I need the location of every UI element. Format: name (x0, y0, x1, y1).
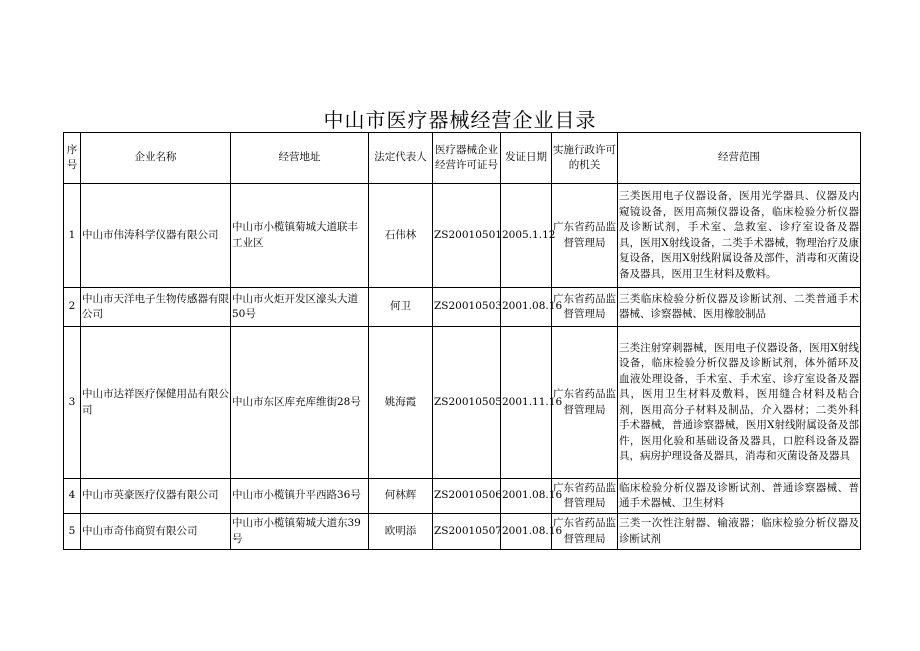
header-rep: 法定代表人 (369, 133, 433, 184)
header-date: 发证日期 (501, 133, 552, 184)
cell-license: ZS20010506 (433, 479, 501, 514)
cell-rep: 石伟林 (369, 184, 433, 288)
enterprise-table (63, 132, 861, 550)
cell-scope: 三类注射穿刺器械，医用电子仪器设备，医用X射线设备，临床检验分析仪器及诊断试剂，体外循环及血液处理设备，手术室、手术室、诊疗室设备及器具，医用卫生材料及敷料，医用缝合材料及粘合剂，医用高分子材料及制品，介入器材；二类外科手术器械，普通诊察器械，医用X射线附属设备及部件，医用化验和基础设备及器具，口腔科设备及器具，病房护理设备及器具，消毒和灭菌设备及器具 (618, 327, 861, 479)
cell-seq: 4 (64, 479, 81, 514)
cell-address: 中山市东区库充库维街28号 (231, 327, 369, 479)
header-name: 企业名称 (81, 133, 231, 184)
table-row (64, 184, 861, 288)
cell-authority: 广东省药品监督管理局 (552, 479, 618, 514)
cell-seq: 1 (64, 184, 81, 288)
cell-license: ZS20010507 (433, 514, 501, 550)
cell-name: 中山市英豪医疗仪器有限公司 (81, 479, 231, 514)
cell-date: 2001.08.16 (501, 479, 552, 514)
header-row (64, 133, 861, 184)
cell-name: 中山市伟涛科学仪器有限公司 (81, 184, 231, 288)
cell-authority: 广东省药品监督管理局 (552, 514, 618, 550)
header-seq: 序号 (64, 133, 81, 184)
cell-date: 2001.08.16 (501, 514, 552, 550)
table-row (64, 514, 861, 550)
cell-scope: 临床检验分析仪器及诊断试剂、普通诊察器械、普通手术器械、卫生材料 (618, 479, 861, 514)
cell-address: 中山市小榄镇菊城大道联丰工业区 (231, 184, 369, 288)
cell-authority: 广东省药品监督管理局 (552, 327, 618, 479)
cell-rep: 姚海霞 (369, 327, 433, 479)
header-authority: 实施行政许可的机关 (552, 133, 618, 184)
cell-name: 中山市奇伟商贸有限公司 (81, 514, 231, 550)
cell-license: ZS20010503 (433, 288, 501, 327)
cell-date: 2005.1.12 (501, 184, 552, 288)
cell-address: 中山市小榄镇升平西路36号 (231, 479, 369, 514)
cell-seq: 5 (64, 514, 81, 550)
cell-seq: 2 (64, 288, 81, 327)
page-title: 中山市医疗器械经营企业目录 (323, 108, 597, 132)
header-address: 经营地址 (231, 133, 369, 184)
cell-name: 中山市天洋电子生物传感器有限公司 (81, 288, 231, 327)
cell-scope: 三类一次性注射器、输液器；临床检验分析仪器及诊断试剂 (618, 514, 861, 550)
cell-rep: 欧明添 (369, 514, 433, 550)
table-row (64, 479, 861, 514)
cell-rep: 何林辉 (369, 479, 433, 514)
cell-license: ZS20010501 (433, 184, 501, 288)
cell-address: 中山市火炬开发区濠头大道50号 (231, 288, 369, 327)
table-row (64, 288, 861, 327)
cell-rep: 何卫 (369, 288, 433, 327)
cell-scope: 三类临床检验分析仪器及诊断试剂、二类普通手术器械、诊察器械、医用橡胶制品 (618, 288, 861, 327)
table-row (64, 327, 861, 479)
cell-name: 中山市达祥医疗保健用品有限公司 (81, 327, 231, 479)
cell-seq: 3 (64, 327, 81, 479)
cell-date: 2001.08.16 (501, 288, 552, 327)
header-scope: 经营范围 (618, 133, 861, 184)
cell-address: 中山市小榄镇菊城大道东39号 (231, 514, 369, 550)
cell-authority: 广东省药品监督管理局 (552, 288, 618, 327)
cell-authority: 广东省药品监督管理局 (552, 184, 618, 288)
cell-date: 2001.11.16 (501, 327, 552, 479)
cell-license: ZS20010505 (433, 327, 501, 479)
header-license: 医疗器械企业经营许可证号 (433, 133, 501, 184)
cell-scope: 三类医用电子仪器设备，医用光学器具、仪器及内窥镜设备，医用高频仪器设备，临床检验分析仪器及诊断试剂，手术室、急救室、诊疗室设备及器具，医用X射线设备，二类手术器械，物理治疗及康复设备，医用X射线附属设备及部件，消毒和灭菌设备及器具，医用卫生材料及敷料。 (618, 184, 861, 288)
